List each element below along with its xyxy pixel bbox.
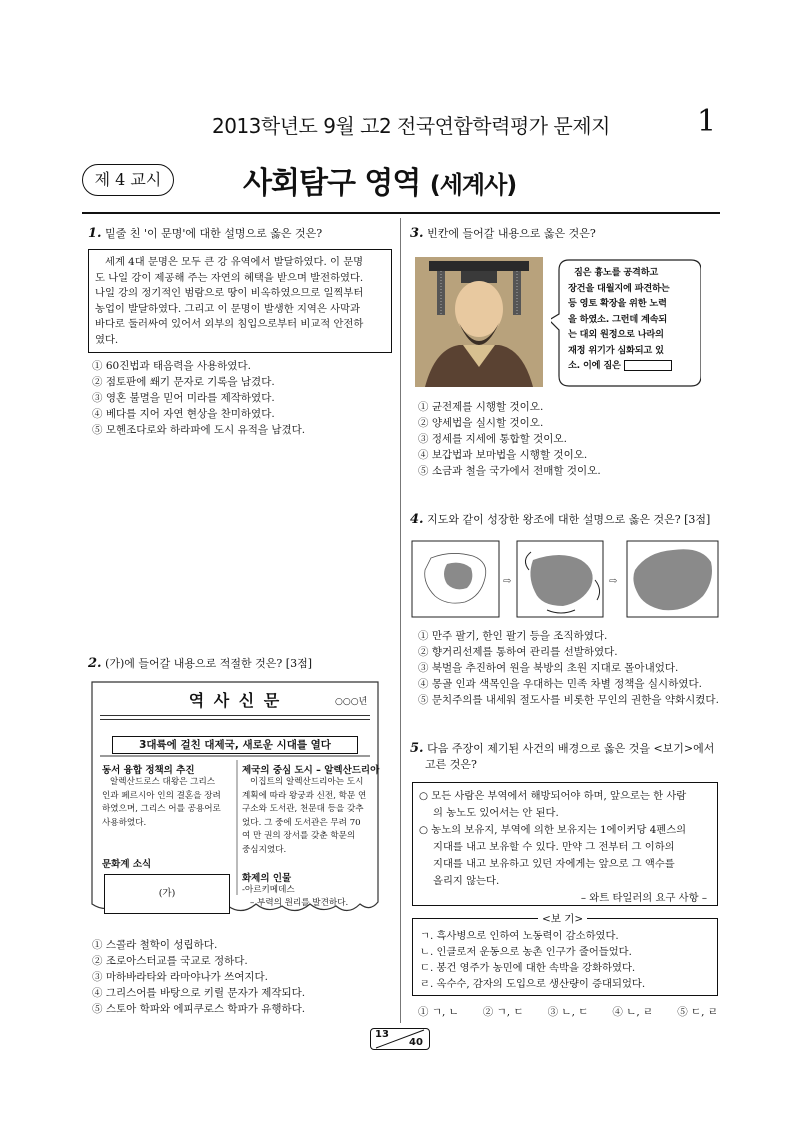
passage-line: 세계 4대 문명은 모두 큰 강 유역에서 발달하였다. 이 문명 bbox=[105, 256, 364, 268]
person-head: 화제의 인물 bbox=[242, 873, 292, 884]
bogi-items: ㄱ. 흑사병으로 인하여 노동력이 감소하였다. ㄴ. 인클로저 운동으로 농촌 인구가 줄어들었다. ㄷ. 봉건 영주가 농민에 대한 속박을 강화하였다. ㄹ. 옥수수, 감자의 도입으로 생산량이 증대되었다. bbox=[420, 930, 646, 990]
q5-claims-box: ○ 모든 사람은 부역에서 해방되어야 하며, 앞으로는 한 사람 의 농노도 있어서는 안 된다. ○ 농노의 보유지, 부역에 의한 보유지는 1에이커당 4펜스의 지대를 내고 보유할 수 있다. 만약 그 전부터 그 이하의 지대를 내고 보유하고 있던 자에게는 앞으로 그 액수를 올리지 않는다. – 와트 타일러의 요구 사항 – bbox=[412, 782, 718, 906]
option[interactable]: ③ 북벌을 추진하여 원을 북방의 초원 지대로 몰아내었다. bbox=[418, 662, 679, 674]
q3-stem: 3. 빈칸에 들어갈 내용으로 옳은 것은? bbox=[410, 226, 596, 241]
newspaper-title: 역 사 신 문 bbox=[188, 691, 282, 710]
option[interactable]: ① ㄱ, ㄴ bbox=[418, 1006, 459, 1018]
passage-line: 바다로 둘러싸여 있어서 외부의 침입으로부터 비교적 안전하 bbox=[95, 318, 364, 330]
option[interactable]: ① 60진법과 태음력을 사용하였다. bbox=[92, 360, 251, 372]
col1-body: 알렉산드로스 대왕은 그리스 인과 페르시아 인의 결혼을 장려 하였으며, 그리스 어를 공용어로 사용하였다. bbox=[102, 777, 221, 828]
option[interactable]: ② 양세법을 실시할 것이오. bbox=[418, 417, 544, 429]
option[interactable]: ① 스콜라 철학이 성립하다. bbox=[92, 939, 218, 951]
option[interactable]: ③ ㄴ, ㄷ bbox=[547, 1006, 589, 1018]
passage-line: 농업이 발달하였다. 그리고 이 문명이 발생한 지역은 사막과 bbox=[95, 302, 360, 315]
option[interactable]: ⑤ 소금과 철을 국가에서 전매할 것이오. bbox=[418, 465, 601, 477]
q1-passage bbox=[88, 249, 392, 353]
q1-stem: 1. 밑줄 친 '이 문명'에 대한 설명으로 옳은 것은? bbox=[88, 226, 323, 241]
q2-options bbox=[92, 937, 305, 1017]
speech-text: 짐은 흉노를 공격하고 장건을 대월지에 파견하는 등 영토 확장을 위한 노력 을 하였소. 그런데 계속되 는 대외 원정으로 나라의 재정 위기가 심화되고 있 소. 이에 짐은 bbox=[568, 265, 672, 374]
column-divider bbox=[400, 218, 401, 1023]
option[interactable]: ⑤ ㄷ, ㄹ bbox=[677, 1006, 718, 1018]
option[interactable]: ② ㄱ, ㄷ bbox=[482, 1006, 524, 1018]
option[interactable]: ③ 정세를 지세에 통합할 것이오. bbox=[418, 433, 567, 445]
passage-line: 나일 강의 정기적인 범람으로 땅이 비옥하였으므로 일찍부터 bbox=[95, 287, 364, 299]
col2-head: 제국의 중심 도시 – 알렉산드리아 bbox=[242, 765, 380, 776]
subject-sub: (세계사) bbox=[429, 171, 517, 199]
passage-line: 도 나일 강이 제공해 주는 자연의 혜택을 받으며 발전하였다. bbox=[95, 271, 364, 284]
option[interactable]: ② 점토판에 쐐기 문자로 기록을 남겼다. bbox=[92, 376, 275, 388]
dynasty-territory-maps bbox=[411, 540, 719, 618]
newspaper-date: ○○○년 bbox=[335, 697, 368, 707]
header-rule bbox=[82, 212, 720, 214]
option[interactable]: ③ 마하바라타와 라마야나가 쓰여지다. bbox=[92, 971, 268, 983]
option[interactable]: ③ 영혼 불멸을 믿어 미라를 제작하였다. bbox=[92, 392, 275, 404]
option[interactable]: ② 향거리선제를 통하여 관리를 선발하였다. bbox=[418, 646, 618, 658]
q4-options bbox=[418, 628, 719, 708]
blank-ga-box: (가) bbox=[104, 874, 230, 914]
q2-stem: 2. (가)에 들어갈 내용으로 적절한 것은? [3점] bbox=[88, 656, 313, 671]
emperor-portrait-image bbox=[415, 257, 543, 387]
option[interactable]: ④ 베다를 지어 자연 현상을 찬미하였다. bbox=[92, 408, 275, 420]
q5-stem: 5. 다음 주장이 제기된 사건의 배경으로 옳은 것을 <보기>에서 고른 것은? bbox=[410, 741, 715, 771]
subject-main: 사회탐구 영역 bbox=[243, 166, 421, 201]
counter-top: 13 bbox=[375, 1029, 389, 1040]
q1-options bbox=[92, 358, 305, 438]
exam-title: 2013학년도 9월 고2 전국연합학력평가 문제지 bbox=[212, 114, 610, 138]
option[interactable]: ⑤ 스토아 학파와 에피쿠로스 학파가 유행하다. bbox=[92, 1003, 306, 1015]
option[interactable]: ④ 몽골 인과 색목인을 우대하는 민족 차별 정책을 실시하였다. bbox=[418, 678, 702, 690]
option[interactable]: ④ 그리스어를 바탕으로 키릴 문자가 제작되다. bbox=[92, 987, 306, 999]
history-newspaper bbox=[90, 680, 380, 920]
title-rule bbox=[100, 715, 370, 720]
col1-head: 동서 융합 정책의 추진 bbox=[102, 765, 195, 776]
bogi-label: <보 기> bbox=[538, 911, 587, 926]
option[interactable]: ⑤ 모헨조다로와 하라파에 도시 유적을 남겼다. bbox=[92, 424, 306, 436]
q5-options bbox=[418, 1004, 718, 1020]
newspaper-headline: 3대륙에 걸친 대제국, 새로운 시대를 열다 bbox=[112, 736, 358, 754]
svg-text:⇨: ⇨ bbox=[609, 576, 618, 587]
page-counter bbox=[370, 1028, 430, 1050]
person-body: -아르키메데스 – 부력의 원리를 발견하다. bbox=[242, 885, 349, 908]
col2-body: 이집트의 알렉산드리아는 도시 계획에 따라 왕궁과 신전, 학문 연 구소와 도서관, 천문대 등을 갖추 었다. 그 중에 도서관은 무려 70 여 만 권의 장서를 갖춘 학문의 중심지였다. bbox=[242, 777, 367, 855]
page-number: 1 bbox=[697, 104, 717, 139]
option[interactable]: ⑤ 문치주의를 내세워 절도사를 비롯한 무인의 권한을 약화시켰다. bbox=[418, 694, 719, 706]
option[interactable]: ① 균전제를 시행할 것이오. bbox=[418, 401, 544, 413]
answer-blank bbox=[624, 360, 672, 371]
period-badge: 제 4 교시 bbox=[82, 164, 174, 196]
q4-stem: 4. 지도와 같이 성장한 왕조에 대한 설명으로 옳은 것은? [3점] bbox=[410, 512, 711, 527]
option[interactable]: ④ ㄴ, ㄹ bbox=[612, 1006, 654, 1018]
subject-title bbox=[243, 158, 516, 202]
counter-bottom: 40 bbox=[409, 1037, 423, 1048]
passage-line: 였다. bbox=[95, 333, 119, 346]
option[interactable]: ④ 보갑법과 보마법을 시행할 것이오. bbox=[418, 449, 588, 461]
option[interactable]: ② 조로아스터교를 국교로 정하다. bbox=[92, 955, 248, 967]
svg-text:⇨: ⇨ bbox=[503, 576, 512, 587]
culture-head: 문화계 소식 bbox=[102, 859, 152, 870]
q3-options bbox=[418, 399, 601, 479]
option[interactable]: ① 만주 팔기, 한인 팔기 등을 조직하였다. bbox=[418, 630, 608, 642]
